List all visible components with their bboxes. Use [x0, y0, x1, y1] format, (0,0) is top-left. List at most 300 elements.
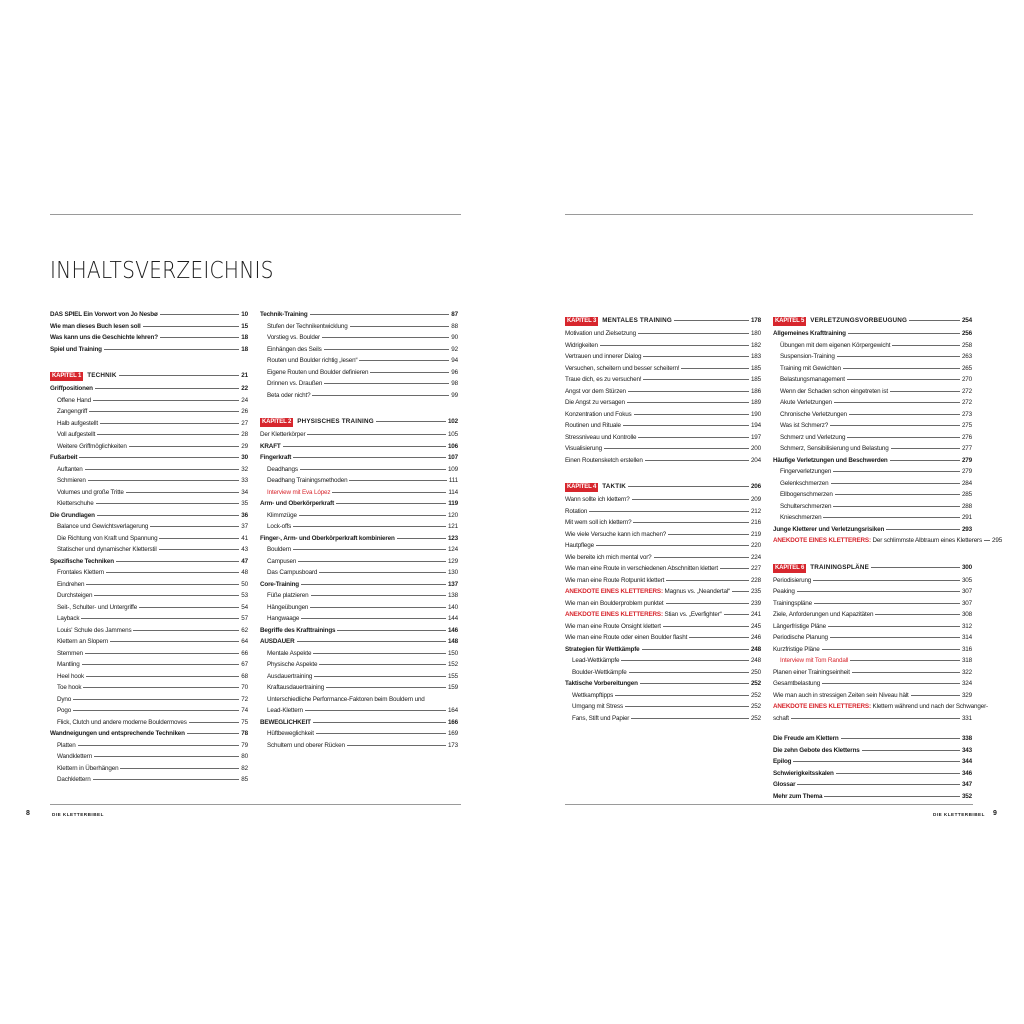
toc-entry: [565, 506, 761, 518]
toc-entry: [50, 625, 248, 637]
entry-page-number: 252: [750, 691, 761, 699]
entry-page-number: 68: [241, 672, 248, 680]
dotted-leader: [720, 568, 749, 569]
entry-page-number: 70: [241, 684, 248, 691]
toc-entry: [773, 363, 972, 375]
entry-page-number: 295: [992, 537, 1003, 544]
entry-title: Hüftbeweglichkeit: [267, 730, 314, 737]
entry-title: Stemmen: [57, 649, 83, 657]
entry-page-number: 279: [961, 468, 972, 475]
entry-page-number: 10: [241, 311, 248, 318]
toc-chapter-heading: [260, 415, 458, 429]
entry-page-number: 92: [451, 345, 458, 353]
dotted-leader: [86, 584, 239, 585]
entry-title: Chronische Verletzungen: [780, 410, 847, 418]
entry-page-number: 347: [961, 781, 972, 788]
entry-title: Schulterschmerzen: [780, 502, 832, 510]
toc-entry: [773, 420, 972, 432]
entry-page-number: 82: [241, 764, 248, 772]
toc-entry: [565, 552, 761, 564]
entry-page-number: 245: [750, 622, 761, 630]
dotted-leader: [337, 630, 446, 631]
entry-page-number: 252: [750, 680, 761, 687]
entry-page-number: 224: [750, 553, 761, 561]
entry-title: Arm- und Oberkörperkraft: [260, 500, 335, 507]
toc-anecdote-entry: [565, 586, 761, 598]
entry-page-number: 64: [241, 638, 248, 645]
entry-page-number: 130: [447, 569, 458, 576]
dotted-leader: [297, 641, 446, 642]
toc-entry: [50, 487, 248, 499]
toc-entry: [773, 340, 972, 352]
chapter-badge: KAPITEL 3: [567, 318, 597, 324]
entry-title: Lock-offs: [267, 523, 292, 530]
entry-page-number: 183: [750, 353, 761, 360]
dotted-leader: [159, 549, 240, 550]
dotted-leader: [828, 626, 960, 627]
toc-entry: [260, 429, 458, 441]
bottom-rule-left: [50, 804, 461, 805]
toc-section-entry: [50, 332, 248, 344]
entry-title: Traue dich, es zu versuchen!: [565, 376, 642, 383]
toc-entry: [565, 540, 761, 552]
entry-page-number: 252: [750, 714, 761, 722]
entry-title: AUSDAUER: [260, 638, 295, 645]
toc-entry: [773, 466, 972, 478]
top-rule-left: [50, 214, 461, 215]
toc-entry: [50, 717, 248, 729]
toc-chapter-heading: [565, 314, 761, 328]
toc-entry: [260, 682, 458, 694]
entry-title: Einhängen des Seils: [267, 345, 322, 353]
entry-page-number: 219: [750, 530, 761, 538]
dotted-leader: [160, 314, 240, 315]
entry-page-number: 18: [241, 334, 248, 341]
entry-page-number: 107: [447, 454, 458, 461]
entry-page-number: 98: [451, 380, 458, 387]
toc-entry: [565, 529, 761, 541]
toc-entry: [50, 567, 248, 579]
toc-entry: [260, 740, 458, 752]
dotted-leader: [615, 695, 749, 696]
entry-page-number: 120: [447, 511, 458, 519]
entry-page-number: 209: [750, 496, 761, 503]
toc-entry: [50, 544, 248, 556]
entry-page-number: 248: [750, 657, 761, 664]
dotted-leader: [106, 572, 239, 573]
dotted-leader: [830, 637, 960, 638]
dotted-leader: [830, 425, 960, 426]
dotted-leader: [681, 368, 748, 369]
dotted-leader: [311, 595, 446, 596]
dotted-leader: [654, 557, 749, 558]
entry-title: Begriffe des Krafttrainings: [260, 626, 336, 634]
dotted-leader: [88, 480, 240, 481]
entry-title: Interview mit Eva López: [267, 488, 331, 496]
entry-title: Akute Verletzungen: [780, 399, 832, 406]
dotted-leader: [634, 414, 749, 415]
entry-page-number: 164: [447, 707, 458, 714]
entry-page-number: 15: [241, 322, 248, 330]
entry-title: schaft: [773, 714, 789, 722]
entry-title: Periodisierung: [773, 576, 812, 584]
entry-title: Volumes und große Tritte: [57, 488, 124, 496]
entry-page-number: 178: [750, 317, 761, 324]
toc-entry: [260, 567, 458, 579]
dotted-leader: [631, 718, 749, 719]
entry-page-number: 74: [241, 707, 248, 714]
toc-entry: [50, 694, 248, 706]
toc-entry: [260, 344, 458, 356]
dotted-leader: [814, 603, 960, 604]
entry-page-number: 190: [750, 410, 761, 418]
running-title-left: DIE KLETTERBIBEL: [52, 812, 104, 817]
entry-title: Der Kletterkörper: [260, 431, 306, 438]
toc-section-entry: [260, 452, 458, 464]
toc-entry: [565, 690, 761, 702]
dotted-leader: [319, 664, 446, 665]
entry-title: Auftanten: [57, 465, 83, 473]
dotted-leader: [847, 379, 960, 380]
entry-page-number: 87: [451, 311, 458, 318]
entry-page-number: 169: [447, 730, 458, 737]
entry-title: Motivation und Zielsetzung: [565, 330, 637, 337]
entry-title: Durchsteigen: [57, 592, 93, 599]
toc-column-3: [565, 309, 761, 724]
dotted-leader: [847, 437, 960, 438]
entry-title: Vorstieg vs. Boulder: [267, 334, 321, 341]
dotted-leader: [347, 745, 446, 746]
toc-section-entry: [260, 309, 458, 321]
entry-page-number: 228: [750, 576, 761, 584]
dotted-leader: [85, 653, 239, 654]
entry-page-number: 285: [961, 491, 972, 498]
dotted-leader: [666, 603, 749, 604]
toc-spacer: [260, 401, 458, 410]
dotted-leader: [797, 591, 960, 592]
entry-page-number: 254: [961, 317, 972, 324]
entry-page-number: 307: [961, 599, 972, 607]
dotted-leader: [625, 706, 749, 707]
entry-title: Stressniveau und Kontrolle: [565, 433, 637, 441]
entry-title: Ziele, Anforderungen und Kapazitäten: [773, 611, 874, 618]
entry-page-number: 318: [961, 657, 972, 664]
entry-title: Schultern und oberer Rücken: [267, 741, 345, 749]
toc-section-entry: [773, 779, 972, 791]
entry-title: Louis' Schule des Jammens: [57, 626, 132, 634]
chapter-name: TAKTIK: [602, 483, 627, 490]
dotted-leader: [376, 421, 446, 422]
entry-title: Suspension-Training: [780, 353, 835, 360]
toc-entry: [50, 498, 248, 510]
entry-title: Schwierigkeitsskalen: [773, 769, 834, 777]
entry-page-number: 148: [447, 638, 458, 645]
entry-page-number: 18: [241, 345, 248, 353]
anecdote-tag: ANEKDOTE EINES KLETTERERS:: [773, 537, 871, 544]
toc-entry: [565, 598, 761, 610]
entry-page-number: 32: [241, 465, 248, 473]
toc-section-entry: [565, 678, 761, 690]
dotted-leader: [160, 337, 239, 338]
dotted-leader: [310, 314, 450, 315]
entry-page-number: 272: [961, 387, 972, 395]
toc-entry: [260, 705, 458, 717]
toc-entry: [260, 464, 458, 476]
dotted-leader: [119, 375, 240, 376]
toc-entry: [565, 621, 761, 633]
dotted-leader: [313, 653, 446, 654]
entry-title: Häufige Verletzungen und Beschwerden: [773, 456, 888, 464]
dotted-leader: [638, 437, 749, 438]
toc-anecdote-entry: [565, 609, 761, 621]
entry-page-number: 206: [750, 483, 761, 490]
entry-page-number: 277: [961, 445, 972, 452]
dotted-leader: [890, 460, 960, 461]
dotted-leader: [824, 796, 960, 797]
dotted-leader: [732, 591, 749, 592]
dotted-leader: [319, 572, 446, 573]
entry-page-number: 235: [750, 588, 761, 595]
dotted-leader: [314, 676, 446, 677]
entry-page-number: 329: [961, 691, 972, 699]
entry-page-number: 182: [750, 341, 761, 349]
toc-entry: [565, 386, 761, 398]
entry-page-number: 185: [750, 364, 761, 372]
toc-section-entry: [260, 625, 458, 637]
toc-entry: [260, 332, 458, 344]
toc-spacer: [50, 355, 248, 364]
entry-title: Klettern in Überhängen: [57, 764, 119, 772]
anecdote-tag: ANEKDOTE EINES KLETTERERS:: [565, 588, 663, 595]
entry-page-number: 216: [750, 519, 761, 526]
dotted-leader: [813, 580, 960, 581]
toc-entry: [565, 420, 761, 432]
dotted-leader: [349, 480, 446, 481]
dotted-leader: [875, 614, 960, 615]
dotted-leader: [96, 503, 240, 504]
toc-section-entry: [773, 328, 972, 340]
dotted-leader: [638, 333, 749, 334]
entry-page-number: 26: [241, 408, 248, 415]
entry-title: Wie man eine Route in verschiedenen Abschnitten klettert: [565, 565, 718, 572]
toc-entry: [565, 667, 761, 679]
entry-title: Kraftausdauertraining: [267, 684, 325, 691]
toc-entry: [50, 429, 248, 441]
entry-title: Taktische Vorbereitungen: [565, 680, 638, 687]
toc-anecdote-entry: [773, 535, 1003, 547]
toc-section-entry: [50, 510, 248, 522]
dotted-leader: [293, 457, 446, 458]
entry-title: Frontales Klettern: [57, 569, 104, 576]
entry-title: Campusen: [267, 557, 297, 565]
entry-page-number: 72: [241, 695, 248, 703]
toc-entry: [260, 694, 458, 706]
entry-page-number: 279: [961, 456, 972, 464]
dotted-leader: [833, 506, 960, 507]
toc-entry: [50, 395, 248, 407]
toc-entry: [773, 586, 972, 598]
toc-entry: [50, 602, 248, 614]
toc-entry: [565, 701, 761, 713]
entry-title: DAS SPIEL Ein Vorwort von Jo Nesbø: [50, 311, 158, 318]
entry-page-number: 144: [447, 615, 458, 622]
chapter-name: TRAININGSPLÄNE: [810, 563, 869, 571]
toc-entry: [50, 648, 248, 660]
toc-entry: [50, 740, 248, 752]
entry-page-number: 308: [961, 611, 972, 618]
dotted-leader: [604, 448, 749, 449]
toc-entry: [565, 632, 761, 644]
entry-page-number: 33: [241, 477, 248, 484]
entry-title: Hangwaage: [267, 615, 300, 622]
toc-entry: [773, 409, 972, 421]
dotted-leader: [73, 710, 239, 711]
dotted-leader: [326, 687, 446, 688]
dotted-leader: [81, 618, 239, 619]
dotted-leader: [97, 434, 239, 435]
entry-title: Wie man eine Route Onsight klettert: [565, 622, 661, 630]
toc-entry: [565, 328, 761, 340]
entry-title: Wie man auch in stressigen Zeiten sein Niveau hält: [773, 691, 909, 699]
entry-title: Fußarbeit: [50, 454, 78, 461]
entry-page-number: 324: [961, 680, 972, 687]
toc-column-4: [773, 309, 1003, 802]
page-title: INHALTSVERZEICHNIS: [50, 258, 274, 284]
entry-page-number: 220: [750, 542, 761, 549]
entry-title: Periodische Planung: [773, 634, 828, 641]
chapter-name: TECHNIK: [87, 372, 117, 379]
dotted-leader: [849, 414, 960, 415]
entry-title: Mantling: [57, 661, 80, 668]
chapter-badge: KAPITEL 4: [567, 484, 597, 490]
entry-page-number: 331: [961, 714, 972, 722]
entry-title: Wandklettern: [57, 753, 93, 760]
entry-page-number: 106: [447, 442, 458, 450]
entry-page-number: 197: [750, 433, 761, 441]
entry-title: Fingerkraft: [260, 454, 292, 461]
entry-page-number: 30: [241, 454, 248, 461]
entry-title: Magnus vs. „Neandertal“: [662, 588, 731, 595]
toc-entry: [565, 340, 761, 352]
toc-entry: [773, 621, 972, 633]
entry-title: Fingerverletzungen: [780, 468, 832, 475]
entry-title: Interview mit Tom Randall: [780, 657, 849, 664]
top-rule-right: [565, 214, 973, 215]
dotted-leader: [312, 395, 449, 396]
dotted-leader: [299, 515, 446, 516]
dotted-leader: [120, 768, 239, 769]
dotted-leader: [93, 779, 240, 780]
entry-title: Halb aufgestellt: [57, 419, 99, 427]
chapter-badge: KAPITEL 1: [52, 373, 82, 379]
entry-page-number: 35: [241, 500, 248, 507]
entry-page-number: 43: [241, 546, 248, 553]
entry-page-number: 338: [961, 735, 972, 742]
entry-page-number: 111: [448, 477, 458, 484]
toc-entry: [260, 544, 458, 556]
entry-page-number: 288: [961, 502, 972, 510]
entry-page-number: 246: [750, 634, 761, 641]
entry-page-number: 85: [241, 776, 248, 783]
entry-page-number: 343: [961, 746, 972, 754]
entry-title: Schmerz und Verletzung: [780, 433, 846, 441]
entry-page-number: 273: [961, 410, 972, 418]
entry-title: Layback: [57, 615, 80, 622]
dotted-leader: [86, 676, 239, 677]
entry-title: Platten: [57, 741, 76, 749]
dotted-leader: [307, 434, 446, 435]
chapter-name: MENTALES TRAINING: [602, 317, 672, 324]
toc-entry: [773, 374, 972, 386]
toc-section-entry: [260, 636, 458, 648]
entry-title: Rotation: [565, 507, 588, 515]
toc-entry: [50, 406, 248, 418]
entry-page-number: 155: [447, 672, 458, 680]
entry-title: Klettern an Slopern: [57, 638, 109, 645]
toc-section-entry: [773, 524, 972, 536]
dotted-leader: [301, 584, 446, 585]
entry-page-number: 54: [241, 603, 248, 611]
dotted-leader: [621, 660, 749, 661]
entry-page-number: 67: [241, 661, 248, 668]
entry-title: Peaking: [773, 588, 795, 595]
entry-page-number: 166: [447, 718, 458, 726]
entry-title: Spezifische Techniken: [50, 557, 114, 565]
dotted-leader: [791, 718, 960, 719]
toc-entry: [773, 397, 972, 409]
dotted-leader: [100, 423, 239, 424]
entry-page-number: 152: [447, 661, 458, 668]
entry-title: Seit-, Schulter- und Untergriffe: [57, 603, 138, 611]
entry-title: Belastungsmanagement: [780, 376, 845, 383]
chapter-badge: KAPITEL 2: [262, 419, 292, 425]
toc-section-entry: [773, 768, 972, 780]
entry-title: Gelenkschmerzen: [780, 479, 829, 487]
dotted-leader: [674, 320, 749, 321]
toc-entry: [260, 659, 458, 671]
entry-page-number: 322: [961, 668, 972, 676]
entry-title: Wie man dieses Buch lesen soll: [50, 322, 141, 330]
dotted-leader: [852, 672, 960, 673]
entry-title: Knieschmerzen: [780, 514, 822, 521]
toc-entry: [50, 705, 248, 717]
entry-title: Balance und Gewichtsverlagerung: [57, 523, 149, 530]
toc-entry: [773, 690, 972, 702]
entry-title: Längerfristige Pläne: [773, 622, 827, 630]
entry-title: Schmieren: [57, 477, 86, 484]
dotted-leader: [628, 486, 749, 487]
entry-title: Klettern während und nach der Schwanger-: [870, 703, 988, 710]
toc-entry: [773, 386, 972, 398]
toc-entry: [773, 598, 972, 610]
dotted-leader: [689, 637, 749, 638]
entry-page-number: 293: [961, 525, 972, 533]
entry-title: Widrigkeiten: [565, 341, 598, 349]
dotted-leader: [82, 664, 240, 665]
entry-title: Kletterschuhe: [57, 500, 94, 507]
toc-entry: [50, 464, 248, 476]
entry-title: Wenn der Schaden schon eingetreten ist: [780, 387, 888, 395]
entry-page-number: 109: [447, 465, 458, 473]
entry-page-number: 173: [447, 741, 458, 749]
entry-title: Schmerz, Sensibilisierung und Belastung: [780, 445, 889, 452]
entry-page-number: 94: [451, 357, 458, 364]
entry-title: Wettkampftipps: [572, 691, 614, 699]
entry-title: Dyno: [57, 695, 72, 703]
entry-title: Kurzfristige Pläne: [773, 645, 820, 653]
toc-entry: [773, 478, 972, 490]
entry-page-number: 27: [241, 419, 248, 427]
